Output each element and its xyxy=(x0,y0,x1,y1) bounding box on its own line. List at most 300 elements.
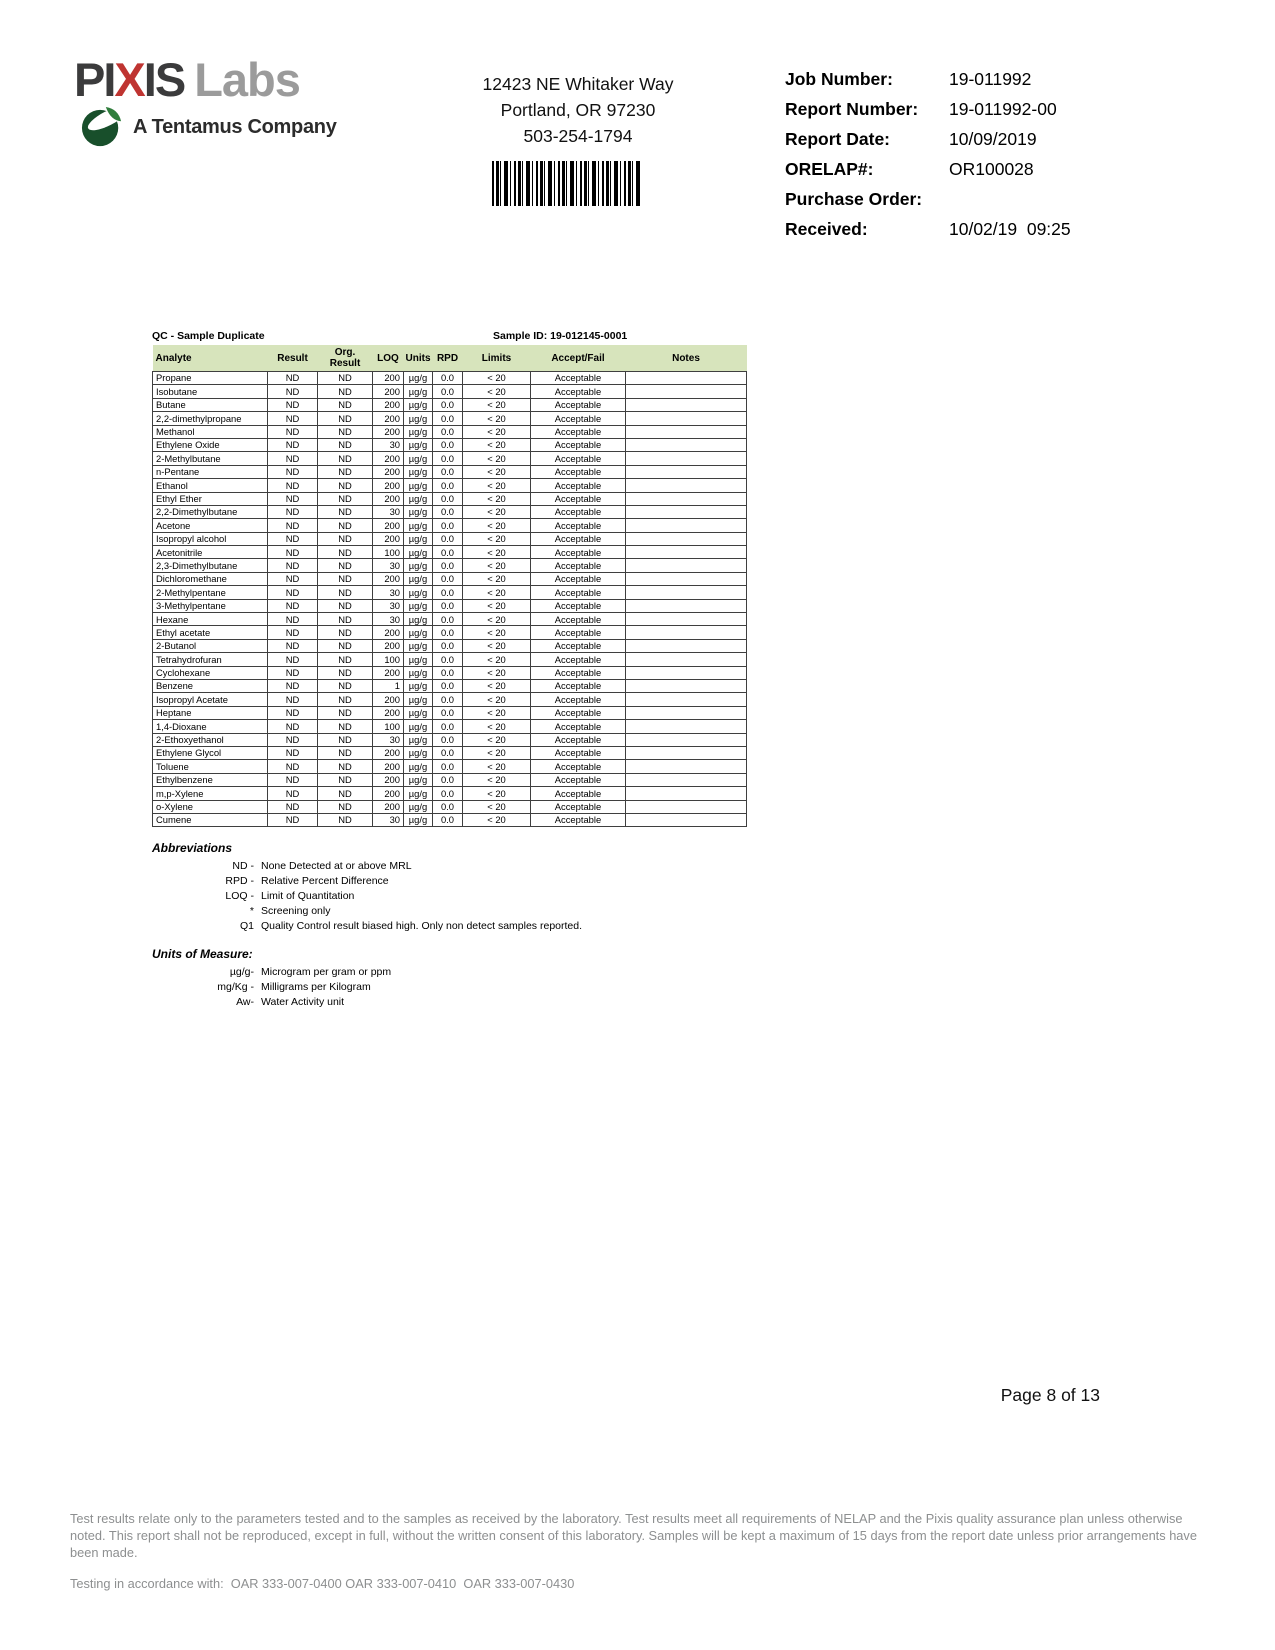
table-cell: µg/g xyxy=(404,733,433,746)
table-cell: µg/g xyxy=(404,760,433,773)
table-cell: 200 xyxy=(373,572,404,585)
table-cell: ND xyxy=(318,760,373,773)
table-cell: Acetone xyxy=(153,519,268,532)
qc-section xyxy=(152,330,746,827)
table-cell: ND xyxy=(318,586,373,599)
table-cell xyxy=(626,385,747,398)
table-cell: Ethylbenzene xyxy=(153,773,268,786)
brand-wordmark xyxy=(74,53,337,106)
table-cell: Dichloromethane xyxy=(153,572,268,585)
definition-key: LOQ - xyxy=(225,890,254,902)
table-cell: Acceptable xyxy=(531,452,626,465)
table-cell xyxy=(626,505,747,518)
sample-id: Sample ID: 19-012145-0001 xyxy=(493,330,628,342)
report-info-label: Purchase Order: xyxy=(785,189,923,209)
table-cell: < 20 xyxy=(463,746,531,759)
table-cell: Methanol xyxy=(153,425,268,438)
abbreviations-section xyxy=(152,841,582,936)
table-cell: 2-Methylpentane xyxy=(153,586,268,599)
table-cell: < 20 xyxy=(463,452,531,465)
table-cell: 200 xyxy=(373,626,404,639)
qc-table-title: QC - Sample Duplicate xyxy=(152,330,265,342)
table-cell: ND xyxy=(318,720,373,733)
table-row xyxy=(153,626,747,639)
table-cell: ND xyxy=(268,733,318,746)
table-cell: ND xyxy=(268,546,318,559)
report-info-label: Report Date: xyxy=(785,129,891,149)
table-cell: 200 xyxy=(373,787,404,800)
table-cell: 200 xyxy=(373,639,404,652)
table-cell: 200 xyxy=(373,693,404,706)
table-cell: Acceptable xyxy=(531,385,626,398)
table-cell: < 20 xyxy=(463,760,531,773)
table-cell: 1,4-Dioxane xyxy=(153,720,268,733)
table-cell: Acceptable xyxy=(531,639,626,652)
table-cell: Acceptable xyxy=(531,746,626,759)
table-row xyxy=(153,492,747,505)
table-cell: < 20 xyxy=(463,639,531,652)
table-cell: < 20 xyxy=(463,479,531,492)
table-cell: ND xyxy=(268,800,318,813)
definition-text: Microgram per gram or ppm xyxy=(261,966,392,978)
table-cell: 0.0 xyxy=(433,746,463,759)
table-cell: ND xyxy=(268,479,318,492)
table-row xyxy=(153,706,747,719)
table-cell: < 20 xyxy=(463,733,531,746)
table-cell: 30 xyxy=(373,505,404,518)
table-row xyxy=(153,572,747,585)
table-cell: 30 xyxy=(373,813,404,826)
table-row xyxy=(153,519,747,532)
table-cell: µg/g xyxy=(404,505,433,518)
qc-title-row xyxy=(152,330,746,345)
abbreviations-title: Abbreviations xyxy=(152,841,233,855)
table-cell xyxy=(626,733,747,746)
table-cell: ND xyxy=(318,412,373,425)
table-cell: 0.0 xyxy=(433,519,463,532)
table-cell: Acceptable xyxy=(531,412,626,425)
report-info-value: OR100028 xyxy=(949,159,1034,179)
table-cell: 0.0 xyxy=(433,505,463,518)
table-cell: 200 xyxy=(373,492,404,505)
definition-key: ND - xyxy=(232,860,254,872)
table-cell: < 20 xyxy=(463,559,531,572)
table-cell: µg/g xyxy=(404,385,433,398)
table-cell xyxy=(626,666,747,679)
table-cell: 100 xyxy=(373,653,404,666)
table-cell: ND xyxy=(318,800,373,813)
logo-tagline-row xyxy=(80,106,337,148)
table-cell: ND xyxy=(318,773,373,786)
report-info-value: 10/02/19 09:25 xyxy=(949,219,1071,239)
table-cell: µg/g xyxy=(404,720,433,733)
table-cell: 0.0 xyxy=(433,372,463,385)
table-cell: Acetonitrile xyxy=(153,546,268,559)
table-cell: Acceptable xyxy=(531,813,626,826)
table-cell: ND xyxy=(268,438,318,451)
table-cell: 200 xyxy=(373,746,404,759)
column-header: Accept/Fail xyxy=(531,345,626,372)
table-cell: < 20 xyxy=(463,372,531,385)
table-row xyxy=(153,505,747,518)
table-cell: ND xyxy=(318,546,373,559)
table-cell: Toluene xyxy=(153,760,268,773)
table-cell: Ethyl acetate xyxy=(153,626,268,639)
table-cell: < 20 xyxy=(463,613,531,626)
table-row xyxy=(153,479,747,492)
table-cell xyxy=(626,653,747,666)
table-cell: ND xyxy=(318,559,373,572)
table-cell: 200 xyxy=(373,425,404,438)
table-cell: < 20 xyxy=(463,546,531,559)
table-cell: µg/g xyxy=(404,492,433,505)
report-info-value: 19-011992-00 xyxy=(949,99,1057,119)
units-title: Units of Measure: xyxy=(152,947,253,961)
table-cell: 0.0 xyxy=(433,398,463,411)
table-cell: µg/g xyxy=(404,813,433,826)
table-cell: 0.0 xyxy=(433,626,463,639)
table-cell: µg/g xyxy=(404,465,433,478)
table-row xyxy=(153,385,747,398)
table-cell: ND xyxy=(268,425,318,438)
table-cell: < 20 xyxy=(463,385,531,398)
table-cell xyxy=(626,532,747,545)
table-cell: ND xyxy=(318,479,373,492)
table-cell: µg/g xyxy=(404,626,433,639)
address-line1: 12423 NE Whitaker Way xyxy=(482,74,674,94)
table-cell: Acceptable xyxy=(531,599,626,612)
table-cell: ND xyxy=(268,720,318,733)
table-cell: µg/g xyxy=(404,438,433,451)
table-cell: 200 xyxy=(373,479,404,492)
table-cell: 0.0 xyxy=(433,693,463,706)
table-cell xyxy=(626,787,747,800)
definition-text: Screening only xyxy=(261,905,331,917)
table-cell: Acceptable xyxy=(531,800,626,813)
report-info-row xyxy=(785,189,1071,210)
table-cell: 2,2-dimethylpropane xyxy=(153,412,268,425)
table-cell: ND xyxy=(268,465,318,478)
table-cell xyxy=(626,720,747,733)
table-row xyxy=(153,372,747,385)
table-cell: Propane xyxy=(153,372,268,385)
table-cell: 30 xyxy=(373,586,404,599)
table-cell: < 20 xyxy=(463,720,531,733)
table-cell: 200 xyxy=(373,800,404,813)
table-cell: 0.0 xyxy=(433,733,463,746)
report-info-label: ORELAP#: xyxy=(785,159,874,179)
table-cell xyxy=(626,425,747,438)
table-cell: ND xyxy=(318,813,373,826)
table-cell: ND xyxy=(268,760,318,773)
table-cell: Ethylene Oxide xyxy=(153,438,268,451)
table-cell: 200 xyxy=(373,666,404,679)
table-cell: ND xyxy=(318,626,373,639)
table-cell: µg/g xyxy=(404,639,433,652)
table-cell xyxy=(626,773,747,786)
column-header: Org. Result xyxy=(318,345,373,372)
table-cell xyxy=(626,372,747,385)
table-cell xyxy=(626,679,747,692)
table-row xyxy=(153,666,747,679)
table-cell: 100 xyxy=(373,720,404,733)
disclaimer-text: Test results relate only to the parameters tested and to the samples as received by the laboratory. Test results meet all requirements of NELAP and the Pixis quality assurance plan unless otherwise noted. This report shall not be reproduced, except in full, without the written consent of this laboratory. Samples will be kept a maximum of 15 days from the report date unless prior arrangements have been made. xyxy=(70,1511,1197,1560)
table-cell: < 20 xyxy=(463,599,531,612)
report-info-row xyxy=(785,159,1071,180)
table-cell: ND xyxy=(268,773,318,786)
table-cell xyxy=(626,492,747,505)
table-cell: 0.0 xyxy=(433,412,463,425)
table-cell: Acceptable xyxy=(531,398,626,411)
table-cell: < 20 xyxy=(463,813,531,826)
table-cell: ND xyxy=(268,559,318,572)
page-number: Page 8 of 13 xyxy=(1000,1385,1100,1405)
table-row xyxy=(153,559,747,572)
table-cell: ND xyxy=(268,613,318,626)
lab-phone: 503-254-1794 xyxy=(523,126,633,146)
table-cell: ND xyxy=(318,519,373,532)
table-cell xyxy=(626,813,747,826)
table-cell: Acceptable xyxy=(531,586,626,599)
report-info-label: Report Number: xyxy=(785,99,919,119)
table-cell: ND xyxy=(318,505,373,518)
table-cell: ND xyxy=(318,492,373,505)
table-row xyxy=(153,653,747,666)
table-cell: ND xyxy=(268,653,318,666)
table-cell: µg/g xyxy=(404,372,433,385)
table-cell: ND xyxy=(268,639,318,652)
report-info-row xyxy=(785,219,1071,240)
table-cell: 2-Methylbutane xyxy=(153,452,268,465)
table-cell: 0.0 xyxy=(433,599,463,612)
definition-row xyxy=(152,906,582,917)
table-row xyxy=(153,720,747,733)
table-cell xyxy=(626,746,747,759)
table-cell: µg/g xyxy=(404,479,433,492)
table-cell: µg/g xyxy=(404,572,433,585)
table-cell: Acceptable xyxy=(531,519,626,532)
table-cell: ND xyxy=(318,372,373,385)
table-cell: < 20 xyxy=(463,572,531,585)
table-cell: 200 xyxy=(373,519,404,532)
table-cell: 2-Ethoxyethanol xyxy=(153,733,268,746)
table-cell: Acceptable xyxy=(531,465,626,478)
table-cell xyxy=(626,412,747,425)
table-cell: ND xyxy=(318,746,373,759)
table-cell: 200 xyxy=(373,398,404,411)
column-header: Units xyxy=(404,345,433,372)
definition-text: Relative Percent Difference xyxy=(261,875,389,887)
column-header: Result xyxy=(268,345,318,372)
table-cell: 100 xyxy=(373,546,404,559)
table-cell: ND xyxy=(268,813,318,826)
table-cell: ND xyxy=(268,746,318,759)
table-cell: Ethanol xyxy=(153,479,268,492)
table-row xyxy=(153,760,747,773)
table-cell: Acceptable xyxy=(531,372,626,385)
table-cell: < 20 xyxy=(463,626,531,639)
table-cell: < 20 xyxy=(463,398,531,411)
table-cell: < 20 xyxy=(463,800,531,813)
table-cell: 0.0 xyxy=(433,425,463,438)
table-cell: < 20 xyxy=(463,465,531,478)
table-cell xyxy=(626,800,747,813)
table-cell: 0.0 xyxy=(433,613,463,626)
abbrev-list xyxy=(152,861,582,932)
table-cell: 0.0 xyxy=(433,385,463,398)
table-cell xyxy=(626,693,747,706)
table-cell: Acceptable xyxy=(531,773,626,786)
units-list xyxy=(152,967,391,1008)
table-row xyxy=(153,452,747,465)
qc-table-header-row xyxy=(153,345,747,372)
table-cell: µg/g xyxy=(404,546,433,559)
definition-text: Milligrams per Kilogram xyxy=(261,981,371,993)
table-cell xyxy=(626,626,747,639)
table-cell: 200 xyxy=(373,773,404,786)
table-cell: µg/g xyxy=(404,613,433,626)
table-cell: µg/g xyxy=(404,519,433,532)
table-cell: Acceptable xyxy=(531,532,626,545)
report-info-value: 10/09/2019 xyxy=(949,129,1037,149)
table-cell: Acceptable xyxy=(531,720,626,733)
table-cell: Heptane xyxy=(153,706,268,719)
table-row xyxy=(153,425,747,438)
table-cell: < 20 xyxy=(463,666,531,679)
table-cell: µg/g xyxy=(404,800,433,813)
table-cell: 0.0 xyxy=(433,532,463,545)
brand-pi: PI xyxy=(74,53,115,106)
table-cell: ND xyxy=(318,787,373,800)
table-cell: < 20 xyxy=(463,679,531,692)
table-cell: ND xyxy=(268,492,318,505)
definition-row xyxy=(152,876,582,887)
table-cell: ND xyxy=(318,425,373,438)
table-cell: Acceptable xyxy=(531,479,626,492)
table-cell: Acceptable xyxy=(531,559,626,572)
table-row xyxy=(153,733,747,746)
table-cell: 200 xyxy=(373,412,404,425)
table-cell: ND xyxy=(318,398,373,411)
table-cell: µg/g xyxy=(404,398,433,411)
table-cell: < 20 xyxy=(463,706,531,719)
table-cell: Acceptable xyxy=(531,666,626,679)
table-cell: µg/g xyxy=(404,679,433,692)
brand-labs: Labs xyxy=(194,53,300,106)
definition-row xyxy=(152,982,391,993)
definition-row xyxy=(152,921,582,932)
table-cell: < 20 xyxy=(463,412,531,425)
column-header: RPD xyxy=(433,345,463,372)
table-cell: ND xyxy=(268,532,318,545)
table-row xyxy=(153,438,747,451)
table-cell: µg/g xyxy=(404,787,433,800)
table-cell: < 20 xyxy=(463,693,531,706)
table-cell: µg/g xyxy=(404,532,433,545)
definition-row xyxy=(152,997,391,1008)
table-cell: 0.0 xyxy=(433,813,463,826)
table-cell: Acceptable xyxy=(531,787,626,800)
table-cell: Hexane xyxy=(153,613,268,626)
table-cell xyxy=(626,559,747,572)
table-cell: ND xyxy=(318,465,373,478)
table-row xyxy=(153,693,747,706)
column-header: Notes xyxy=(626,345,747,372)
table-cell: Acceptable xyxy=(531,693,626,706)
table-cell: Cumene xyxy=(153,813,268,826)
table-cell: ND xyxy=(318,532,373,545)
table-cell: ND xyxy=(268,505,318,518)
table-cell: Acceptable xyxy=(531,626,626,639)
table-cell: ND xyxy=(268,666,318,679)
table-cell: ND xyxy=(318,666,373,679)
table-cell: 0.0 xyxy=(433,465,463,478)
table-cell: ND xyxy=(268,679,318,692)
table-cell: ND xyxy=(268,626,318,639)
table-row xyxy=(153,773,747,786)
column-header: Analyte xyxy=(153,345,268,372)
table-cell: µg/g xyxy=(404,693,433,706)
table-cell: Isopropyl alcohol xyxy=(153,532,268,545)
table-row xyxy=(153,599,747,612)
brand-is: IS xyxy=(143,53,185,106)
definition-key: Q1 xyxy=(239,920,254,932)
table-cell: 0.0 xyxy=(433,706,463,719)
table-cell: < 20 xyxy=(463,438,531,451)
table-cell: 0.0 xyxy=(433,438,463,451)
table-cell: Acceptable xyxy=(531,613,626,626)
definition-text: Limit of Quantitation xyxy=(261,890,355,902)
table-cell: 0.0 xyxy=(433,546,463,559)
table-cell: ND xyxy=(318,693,373,706)
table-cell: Acceptable xyxy=(531,438,626,451)
table-cell: Acceptable xyxy=(531,546,626,559)
table-cell: µg/g xyxy=(404,412,433,425)
table-cell xyxy=(626,546,747,559)
definition-key: Aw- xyxy=(236,996,254,1008)
table-cell: 200 xyxy=(373,452,404,465)
table-cell: 3-Methylpentane xyxy=(153,599,268,612)
definition-text: Water Activity unit xyxy=(261,996,345,1008)
table-cell: Isopropyl Acetate xyxy=(153,693,268,706)
table-cell: ND xyxy=(268,398,318,411)
table-cell: ND xyxy=(318,706,373,719)
table-cell xyxy=(626,452,747,465)
table-cell xyxy=(626,639,747,652)
table-cell: µg/g xyxy=(404,599,433,612)
table-cell: 0.0 xyxy=(433,760,463,773)
table-row xyxy=(153,412,747,425)
definition-text: Quality Control result biased high. Only non detect samples reported. xyxy=(261,920,583,932)
table-cell xyxy=(626,613,747,626)
table-cell: ND xyxy=(318,653,373,666)
table-row xyxy=(153,613,747,626)
report-info-label: Received: xyxy=(785,219,868,239)
table-cell: 0.0 xyxy=(433,572,463,585)
report-info-label: Job Number: xyxy=(785,69,893,89)
table-row xyxy=(153,679,747,692)
table-cell: < 20 xyxy=(463,653,531,666)
table-cell: 30 xyxy=(373,599,404,612)
table-cell: 2,2-Dimethylbutane xyxy=(153,505,268,518)
report-info xyxy=(785,69,1071,249)
table-cell: ND xyxy=(318,733,373,746)
table-cell: o-Xylene xyxy=(153,800,268,813)
table-cell: ND xyxy=(268,572,318,585)
table-cell: ND xyxy=(268,372,318,385)
table-cell: 30 xyxy=(373,438,404,451)
table-cell: Ethylene Glycol xyxy=(153,746,268,759)
